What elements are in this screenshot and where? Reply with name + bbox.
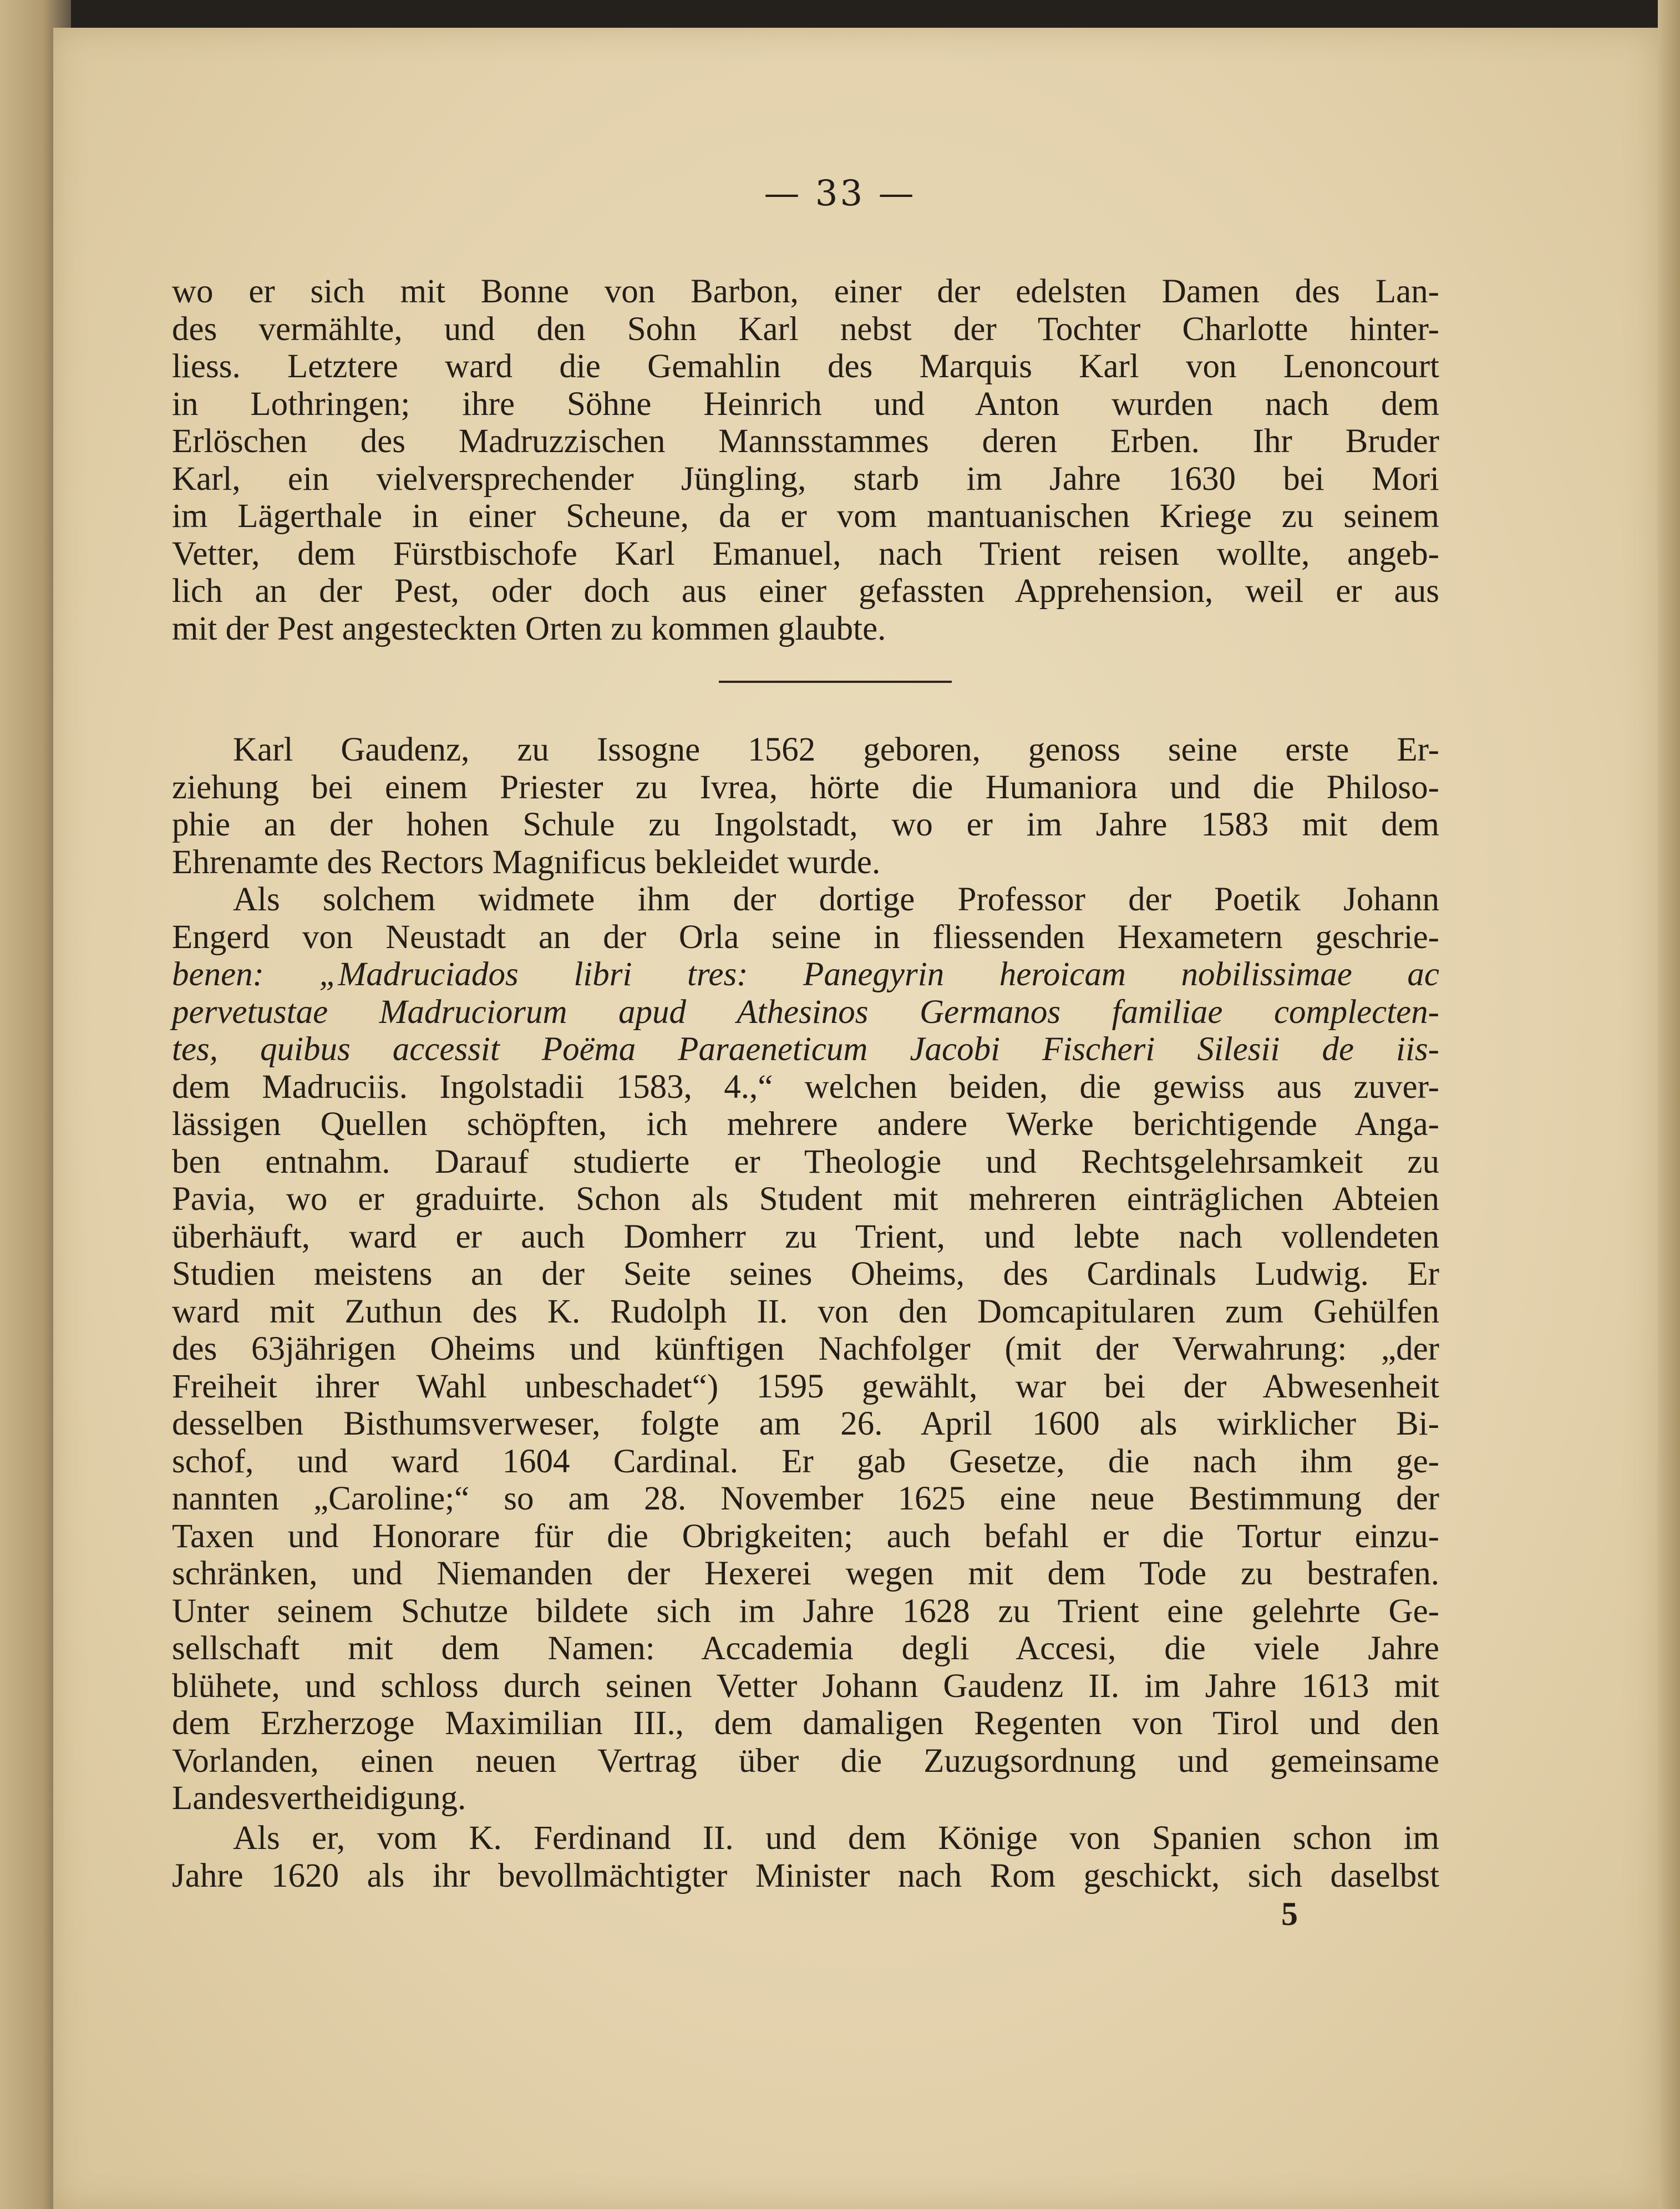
- page-number-header: — 33 —: [764, 173, 916, 214]
- text-line: sellschaft mit dem Namen: Accademia degli Accesi, die viele Jahre: [172, 1630, 1439, 1667]
- text-line: Landesvertheidigung.: [172, 1780, 466, 1817]
- text-line: Taxen und Honorare für die Obrigkeiten; auch befahl er die Tortur einzu-: [172, 1517, 1439, 1555]
- text-line: lässigen Quellen schöpften, ich mehrere andere Werke berichtigende Anga-: [172, 1106, 1439, 1143]
- text-line: liess. Letztere ward die Gemahlin des Marquis Karl von Lenoncourt: [172, 348, 1439, 385]
- text-line: Ehrenamte des Rectors Magnificus bekleidet wurde.: [172, 843, 881, 881]
- text-line: nannten „Caroline;“ so am 28. November 1625 eine neue Bestimmung der: [172, 1480, 1439, 1517]
- text-line: ward mit Zuthun des K. Rudolph II. von den Domcapitularen zum Gehülfen: [172, 1293, 1439, 1330]
- text-line: Als solchem widmete ihm der dortige Professor der Poetik Johann: [233, 881, 1439, 918]
- signature-mark: 5: [1281, 1896, 1298, 1932]
- text-line: tes, quibus accessit Poëma Paraeneticum Jacobi Fischeri Silesii de iis-: [172, 1031, 1439, 1068]
- text-line: Jahre 1620 als ihr bevollmächtigter Minister nach Rom geschickt, sich daselbst: [172, 1857, 1439, 1894]
- paragraph-3: [172, 881, 1439, 1817]
- paragraph-2: [172, 731, 1439, 881]
- text-line: benen: „Madruciados libri tres: Panegyrin heroicam nobilissimae ac: [172, 956, 1439, 993]
- text-line: ben entnahm. Darauf studierte er Theologie und Rechtsgelehrsamkeit zu: [172, 1143, 1439, 1181]
- text-line: des 63jährigen Oheims und künftigen Nachfolger (mit der Verwahrung: „der: [172, 1330, 1439, 1367]
- text-line: desselben Bisthumsverweser, folgte am 26. April 1600 als wirklicher Bi-: [172, 1405, 1439, 1442]
- text-line: dem Erzherzoge Maximilian III., dem damaligen Regenten von Tirol und den: [172, 1705, 1439, 1742]
- paragraph-4: [172, 1820, 1439, 1894]
- text-line: schränken, und Niemanden der Hexerei wegen mit dem Tode zu bestrafen.: [172, 1555, 1439, 1592]
- text-line: Vetter, dem Fürstbischofe Karl Emanuel, nach Trient reisen wollte, angeb-: [172, 535, 1439, 572]
- text-line: Studien meistens an der Seite seines Oheims, des Cardinals Ludwig. Er: [172, 1255, 1439, 1293]
- section-divider: [719, 681, 952, 683]
- text-line: Erlöschen des Madruzzischen Mannsstammes deren Erben. Ihr Bruder: [172, 423, 1439, 460]
- text-line: blühete, und schloss durch seinen Vetter Johann Gaudenz II. im Jahre 1613 mit: [172, 1667, 1439, 1705]
- text-line: pervetustae Madruciorum apud Athesinos Germanos familiae complecten-: [172, 993, 1439, 1031]
- text-line: in Lothringen; ihre Söhne Heinrich und Anton wurden nach dem: [172, 385, 1439, 423]
- text-line: wo er sich mit Bonne von Barbon, einer der edelsten Damen des Lan-: [172, 273, 1439, 310]
- text-line: Engerd von Neustadt an der Orla seine in fliessenden Hexametern geschrie-: [172, 918, 1439, 956]
- page-right-edge: [1658, 0, 1680, 2209]
- text-line: Karl Gaudenz, zu Issogne 1562 geboren, genoss seine erste Er-: [233, 731, 1439, 768]
- text-line: Als er, vom K. Ferdinand II. und dem Könige von Spanien schon im: [233, 1820, 1439, 1857]
- text-line: Pavia, wo er graduirte. Schon als Student mit mehreren einträglichen Abteien: [172, 1181, 1439, 1218]
- text-line: mit der Pest angesteckten Orten zu kommen glaubte.: [172, 610, 886, 647]
- text-line: dem Madruciis. Ingolstadii 1583, 4.,“ welchen beiden, die gewiss aus zuver-: [172, 1068, 1439, 1106]
- text-line: überhäuft, ward er auch Domherr zu Trient, und lebte nach vollendeten: [172, 1218, 1439, 1255]
- text-line: im Lägerthale in einer Scheune, da er vom mantuanischen Kriege zu seinem: [172, 498, 1439, 535]
- text-line: Unter seinem Schutze bildete sich im Jahre 1628 zu Trient eine gelehrte Ge-: [172, 1592, 1439, 1630]
- text-line: schof, und ward 1604 Cardinal. Er gab Gesetze, die nach ihm ge-: [172, 1442, 1439, 1480]
- text-line: Karl, ein vielversprechender Jüngling, starb im Jahre 1630 bei Mori: [172, 460, 1439, 498]
- text-line: ziehung bei einem Priester zu Ivrea, hörte die Humaniora und die Philoso-: [172, 768, 1439, 806]
- paragraph-1: [172, 273, 1439, 647]
- text-line: lich an der Pest, oder doch aus einer gefassten Apprehension, weil er aus: [172, 572, 1439, 610]
- text-line: phie an der hohen Schule zu Ingolstadt, wo er im Jahre 1583 mit dem: [172, 806, 1439, 843]
- text-line: Freiheit ihrer Wahl unbeschadet“) 1595 gewählt, war bei der Abwesenheit: [172, 1367, 1439, 1405]
- text-line: Vorlanden, einen neuen Vertrag über die Zuzugsordnung und gemeinsame: [172, 1742, 1439, 1780]
- text-line: des vermählte, und den Sohn Karl nebst der Tochter Charlotte hinter-: [172, 310, 1439, 348]
